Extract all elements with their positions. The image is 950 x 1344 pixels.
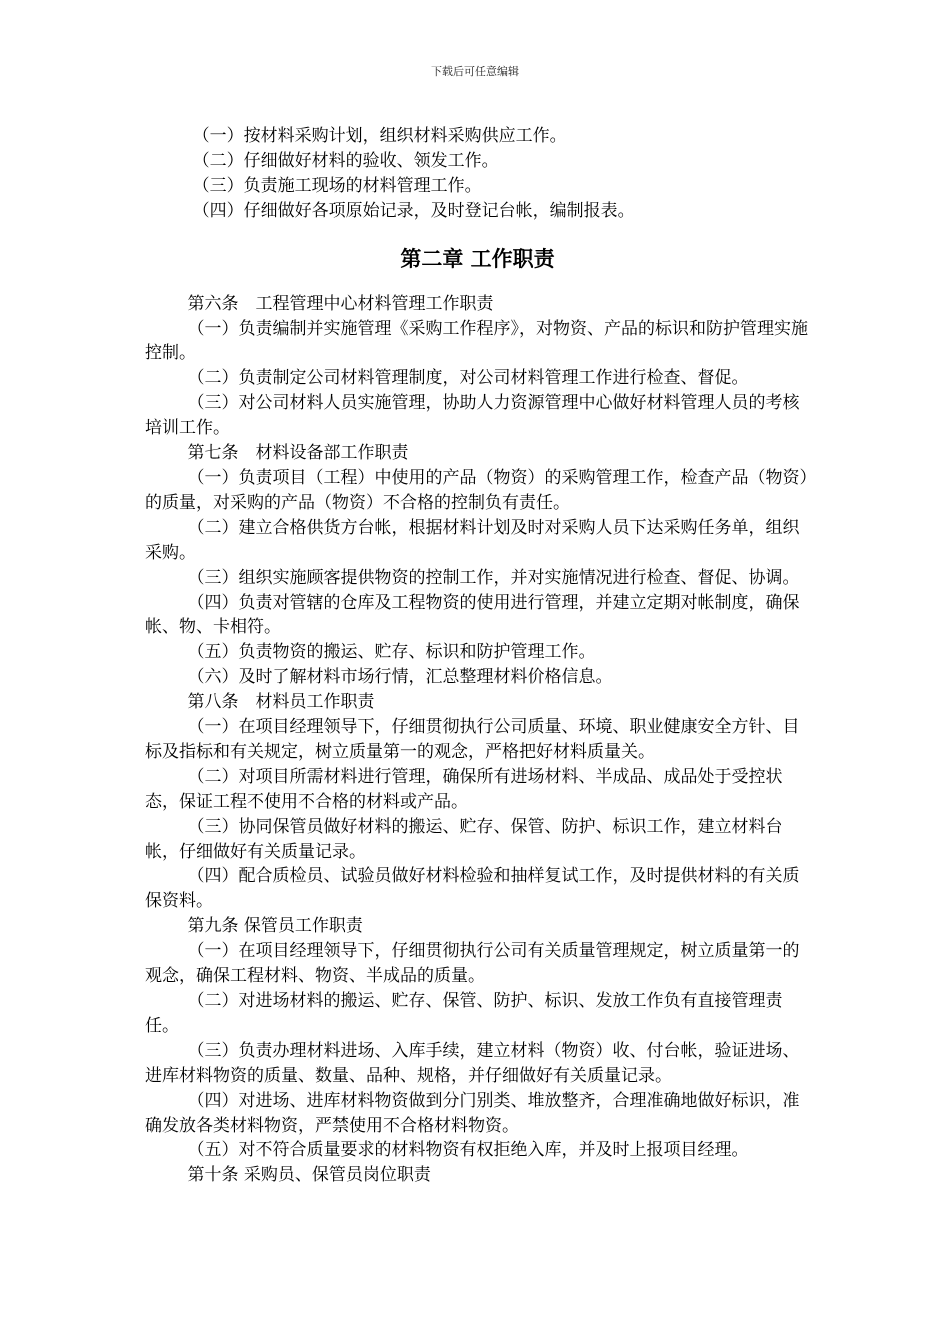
- duty-item: （四）仔细做好各项原始记录，及时登记台帐，编制报表。: [192, 200, 635, 221]
- paragraph: （二）负责制定公司材料管理制度，对公司材料管理工作进行检查、督促。: [187, 368, 749, 389]
- paragraph: （五）负责物资的搬运、贮存、标识和防护管理工作。: [187, 642, 596, 663]
- duty-item: （二）仔细做好材料的验收、领发工作。: [192, 150, 499, 171]
- paragraph: （一）负责项目（工程）中使用的产品（物资）的采购管理工作，检查产品（物资）的质量，对采购的产品（物资）不合格的控制负有责任。: [145, 467, 808, 513]
- paragraph: （二）建立合格供货方台帐，根据材料计划及时对采购人员下达采购任务单，组织采购。: [145, 517, 800, 563]
- paragraph: （四）负责对管辖的仓库及工程物资的使用进行管理，并建立定期对帐制度，确保帐、物、卡相符。: [145, 592, 800, 638]
- article-heading: 第八条 材料员工作职责: [187, 692, 375, 713]
- article-heading: 第九条 保管员工作职责: [187, 916, 363, 937]
- duty-item: （一）按材料采购计划，组织材料采购供应工作。: [192, 126, 567, 146]
- paragraph: （二）对进场材料的搬运、贮存、保管、防护、标识、发放工作负有直接管理责任。: [145, 991, 783, 1036]
- duty-item: （三）负责施工现场的材料管理工作。: [192, 175, 482, 196]
- article-heading: 第十条 采购员、保管员岗位职责: [187, 1165, 431, 1186]
- paragraph: （二）对项目所需材料进行管理，确保所有进场材料、半成品、成品处于受控状态，保证工程不使用不合格的材料或产品。: [145, 766, 783, 812]
- paragraph: （一）负责编制并实施管理《采购工作程序》，对物资、产品的标识和防护管理实施控制。: [145, 318, 808, 364]
- chapter-title: 第二章 工作职责: [400, 245, 555, 271]
- paragraph: （四）对进场、进库材料物资做到分门别类、堆放整齐，合理准确地做好标识，准确发放各类材料物资，严禁使用不合格材料物资。: [145, 1090, 800, 1136]
- page-header-note: 下载后可任意编辑: [431, 65, 519, 78]
- paragraph: （三）对公司材料人员实施管理，协助人力资源管理中心做好材料管理人员的考核培训工作。: [145, 393, 800, 439]
- paragraph: （四）配合质检员、试验员做好材料检验和抽样复试工作，及时提供材料的有关质保资料。: [145, 866, 800, 912]
- paragraph: （三）组织实施顾客提供物资的控制工作，并对实施情况进行检查、督促、协调。: [187, 567, 800, 588]
- paragraph: （三）负责办理材料进场、入库手续，建立材料（物资）收、付台帐，验证进场、进库材料物资的质量、数量、品种、规格，并仔细做好有关质量记录。: [145, 1040, 800, 1086]
- article-heading: 第六条 工程管理中心材料管理工作职责: [187, 293, 494, 314]
- paragraph: （一）在项目经理领导下，仔细贯彻执行公司有关质量管理规定，树立质量第一的观念，确保工程材料、物资、半成品的质量。: [145, 941, 800, 987]
- article-heading: 第七条 材料设备部工作职责: [187, 443, 409, 464]
- paragraph: （三）协同保管员做好材料的搬运、贮存、保管、防护、标识工作，建立材料台帐，仔细做好有关质量记录。: [145, 816, 783, 862]
- document-body: [145, 124, 810, 1188]
- paragraph: （五）对不符合质量要求的材料物资有权拒绝入库，并及时上报项目经理。: [187, 1140, 749, 1161]
- paragraph: （六）及时了解材料市场行情，汇总整理材料价格信息。: [187, 667, 613, 688]
- paragraph: （一）在项目经理领导下，仔细贯彻执行公司质量、环境、职业健康安全方针、目标及指标和有关规定，树立质量第一的观念，严格把好材料质量关。: [145, 717, 800, 762]
